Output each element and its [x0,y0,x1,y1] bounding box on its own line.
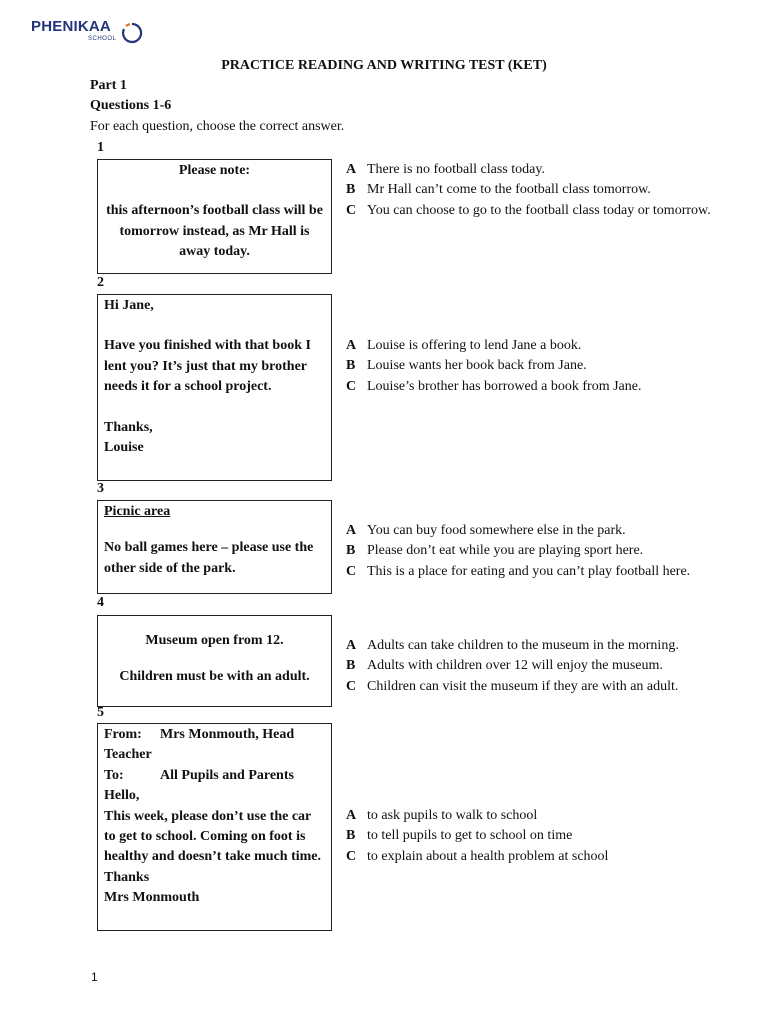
question-number-4: 4 [97,595,104,610]
option-a[interactable]: A There is no football class today. [346,162,545,177]
options-5 [346,806,608,867]
notice-to: To: All Pupils and Parents [104,767,294,783]
option-b[interactable]: B to tell pupils to get to school on time [346,828,573,844]
page-number: 1 [91,970,98,984]
notice-body: No ball games here – please use the other side of the park. [104,540,314,576]
instruction-text: For each question, choose the correct answer. [90,119,345,134]
options-1 [346,160,711,221]
option-c[interactable]: C to explain about a health problem at school [346,848,609,864]
notice-greeting: Hi Jane, [104,298,154,313]
notice-body: This week, please don’t use the car to get to school. Coming on foot is healthy and doesn’t take much time. [104,808,322,865]
notice-heading: Please note: [178,163,251,178]
options-2 [346,336,641,397]
option-a[interactable]: A Louise is offering to lend Jane a book. [346,338,582,353]
notice-closing: Thanks, [104,419,153,435]
notice-greeting: Hello, [104,788,140,804]
logo-text: PHENIKAA [31,18,111,35]
notice-box-4 [97,615,332,707]
logo-subtext: SCHOOL [88,36,117,42]
notice-closing: Thanks [104,869,150,885]
option-b[interactable]: B Adults with children over 12 will enjoy the museum. [346,658,663,674]
notice-signature: Louise [104,440,144,456]
options-3 [346,521,690,582]
questions-range: Questions 1-6 [90,98,172,113]
school-logo [31,18,151,48]
notice-box-3 [97,500,332,594]
option-b[interactable]: B Mr Hall can’t come to the football class tomorrow. [346,182,651,198]
page-title: PRACTICE READING AND WRITING TEST (KET) [221,58,547,73]
notice-line-1: Museum open from 12. [145,633,284,648]
question-number-5: 5 [97,705,104,720]
notice-body: this afternoon’s football class will be tomorrow instead, as Mr Hall is away today. [106,203,323,260]
option-a[interactable]: A Adults can take children to the museum in the morning. [346,638,679,653]
option-b[interactable]: B Please don’t eat while you are playing sport here. [346,543,644,559]
notice-box-1 [97,159,332,274]
question-number-1: 1 [97,140,104,155]
notice-signature: Mrs Monmouth [104,890,200,906]
option-a[interactable]: A to ask pupils to walk to school [346,808,538,823]
question-number-2: 2 [97,275,104,290]
notice-from: From: Mrs Monmouth, Head Teacher [104,727,295,763]
option-a[interactable]: A You can buy food somewhere else in the park. [346,523,626,538]
option-c[interactable]: C You can choose to go to the football class today or tomorrow. [346,202,711,218]
options-4 [346,636,679,697]
option-b[interactable]: B Louise wants her book back from Jane. [346,358,587,374]
option-c[interactable]: C This is a place for eating and you can’t play football here. [346,563,691,579]
option-c[interactable]: C Children can visit the museum if they are with an adult. [346,678,679,694]
notice-box-5 [97,723,332,931]
notice-heading: Picnic area [104,504,171,519]
question-number-3: 3 [97,481,104,496]
notice-box-2 [97,294,332,481]
part-heading: Part 1 [90,78,127,93]
option-c[interactable]: C Louise’s brother has borrowed a book from Jane. [346,378,642,394]
logo-ring-icon [121,22,143,44]
notice-line-2: Children must be with an adult. [119,669,310,685]
notice-body: Have you finished with that book I lent you? It’s just that my brother needs it for a school project. [104,338,311,395]
